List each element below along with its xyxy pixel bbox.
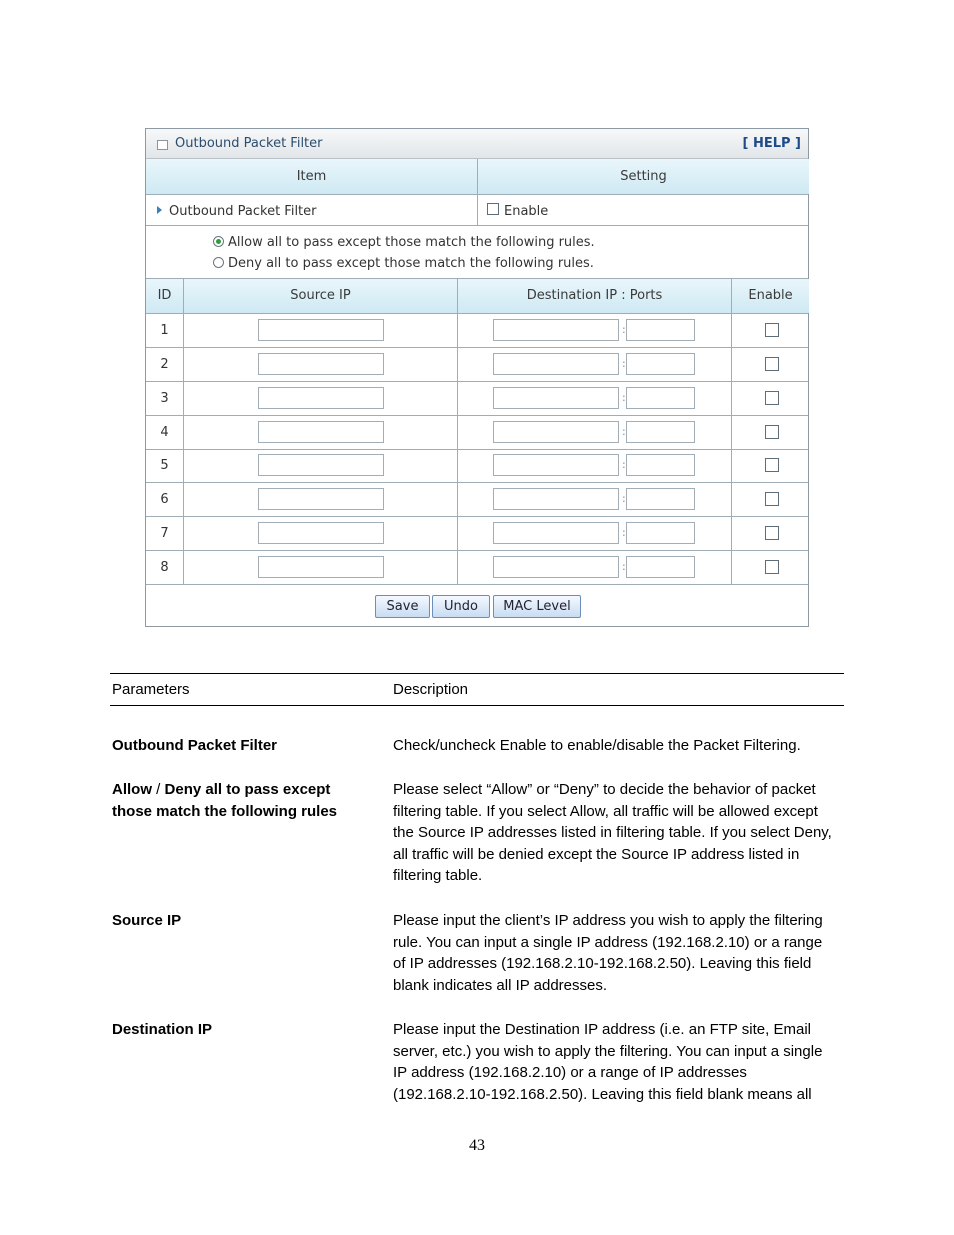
header-setting: Setting <box>478 159 809 194</box>
colon-separator: : <box>622 526 626 539</box>
source-ip-input[interactable] <box>258 522 384 544</box>
desc-line: the Source IP addresses listed in filtering table. If you select Deny, <box>393 824 832 842</box>
th-enable: Enable <box>732 279 809 313</box>
dest-port-input[interactable] <box>626 454 695 476</box>
dest-port-input[interactable] <box>626 522 695 544</box>
table-header-rule <box>110 705 844 706</box>
row-id: 2 <box>160 357 169 372</box>
panel-title: Outbound Packet Filter <box>175 136 323 151</box>
desc-source-ip <box>393 910 823 996</box>
param-allow-deny-part: / <box>152 781 165 798</box>
filter-enable-label: Enable <box>504 204 549 219</box>
row-id: 8 <box>160 560 169 575</box>
desc-allow-deny <box>393 779 832 887</box>
dest-port-input[interactable] <box>626 421 695 443</box>
desc-line: IP address (192.168.2.10) or a range of IP addresses <box>393 1064 747 1082</box>
desc-line: Please select “Allow” or “Deny” to decide the behavior of packet <box>393 781 816 798</box>
row-enable-checkbox[interactable] <box>765 560 779 574</box>
param-allow-deny-part: Allow <box>112 781 152 798</box>
arrow-right-icon <box>157 206 162 214</box>
source-ip-input[interactable] <box>258 488 384 510</box>
row-id: 1 <box>160 323 169 338</box>
row-id: 3 <box>160 391 169 406</box>
panel-title-bar <box>146 129 808 159</box>
param-destination-ip: Destination IP <box>112 1021 213 1038</box>
save-button[interactable]: Save <box>375 595 430 618</box>
dest-port-input[interactable] <box>626 387 695 409</box>
dest-port-input[interactable] <box>626 488 695 510</box>
colon-separator: : <box>622 425 626 438</box>
dest-ip-input[interactable] <box>493 319 619 341</box>
dest-ip-input[interactable] <box>493 522 619 544</box>
source-ip-input[interactable] <box>258 387 384 409</box>
dest-port-input[interactable] <box>626 319 695 341</box>
desc-line: of IP addresses (192.168.2.10-192.168.2.50). Leaving this field <box>393 955 812 973</box>
param-allow-deny <box>112 779 337 822</box>
outbound-packet-filter-panel <box>145 128 809 627</box>
row-id: 5 <box>160 458 169 473</box>
mac-level-button[interactable]: MAC Level <box>493 595 581 618</box>
dest-ip-input[interactable] <box>493 387 619 409</box>
desc-destination-ip <box>393 1019 822 1105</box>
row-enable-checkbox[interactable] <box>765 323 779 337</box>
row-enable-checkbox[interactable] <box>765 458 779 472</box>
desc-line: blank indicates all IP addresses. <box>393 976 608 994</box>
th-destination: Destination IP : Ports <box>458 279 731 313</box>
header-item: Item <box>146 159 477 194</box>
column-header-parameters: Parameters <box>112 681 190 698</box>
desc-line: rule. You can input a single IP address (192.168.2.10) or a range <box>393 933 823 951</box>
desc-line: filtering table. <box>393 867 483 885</box>
radio-allow-row[interactable]: Allow all to pass except those match the following rules. <box>213 235 595 250</box>
row-id: 4 <box>160 425 169 440</box>
dest-port-input[interactable] <box>626 556 695 578</box>
page-number: 43 <box>469 1137 485 1154</box>
radio-deny[interactable] <box>213 257 224 268</box>
table-top-rule <box>110 673 844 674</box>
dest-ip-input[interactable] <box>493 353 619 375</box>
colon-separator: : <box>622 391 626 404</box>
source-ip-input[interactable] <box>258 319 384 341</box>
dest-ip-input[interactable] <box>493 421 619 443</box>
desc-line: server, etc.) you wish to apply the filtering. You can input a single <box>393 1042 823 1060</box>
panel-square-icon <box>157 140 168 150</box>
filter-enable-checkbox[interactable] <box>487 203 499 215</box>
dest-ip-input[interactable] <box>493 454 619 476</box>
colon-separator: : <box>622 458 626 471</box>
colon-separator: : <box>622 323 626 336</box>
param-source-ip: Source IP <box>112 912 182 929</box>
dest-port-input[interactable] <box>626 353 695 375</box>
param-allow-deny-part: Deny all to pass except <box>164 781 331 798</box>
param-allow-deny-part: those match the following rules <box>112 802 338 820</box>
row-enable-checkbox[interactable] <box>765 526 779 540</box>
row-id: 7 <box>160 526 169 541</box>
dest-ip-input[interactable] <box>493 488 619 510</box>
filter-row-label: Outbound Packet Filter <box>157 204 317 219</box>
dest-ip-input[interactable] <box>493 556 619 578</box>
param-outbound-packet-filter: Outbound Packet Filter <box>112 737 278 754</box>
row-enable-checkbox[interactable] <box>765 357 779 371</box>
help-link[interactable]: [ HELP ] <box>742 136 801 151</box>
desc-line: all traffic will be denied except the Source IP address listed in <box>393 845 800 863</box>
source-ip-input[interactable] <box>258 421 384 443</box>
desc-outbound-packet-filter: Check/uncheck Enable to enable/disable the Packet Filtering. <box>393 737 801 754</box>
undo-button[interactable]: Undo <box>432 595 490 618</box>
desc-line: Please input the Destination IP address (i.e. an FTP site, Email <box>393 1021 811 1038</box>
colon-separator: : <box>622 492 626 505</box>
source-ip-input[interactable] <box>258 353 384 375</box>
row-enable-checkbox[interactable] <box>765 492 779 506</box>
radio-deny-row[interactable]: Deny all to pass except those match the following rules. <box>213 256 594 271</box>
row-id: 6 <box>160 492 169 507</box>
colon-separator: : <box>622 357 626 370</box>
source-ip-input[interactable] <box>258 556 384 578</box>
row-enable-checkbox[interactable] <box>765 391 779 405</box>
column-header-description: Description <box>393 681 469 698</box>
desc-line: (192.168.2.10-192.168.2.50). Leaving this field blank means all <box>393 1085 812 1103</box>
th-source-ip: Source IP <box>184 279 457 313</box>
radio-allow[interactable] <box>213 236 224 247</box>
desc-line: Please input the client’s IP address you wish to apply the filtering <box>393 912 823 929</box>
desc-line: filtering table. If you select Allow, all traffic will be allowed except <box>393 802 818 820</box>
row-enable-checkbox[interactable] <box>765 425 779 439</box>
colon-separator: : <box>622 560 626 573</box>
th-id: ID <box>146 279 183 313</box>
source-ip-input[interactable] <box>258 454 384 476</box>
